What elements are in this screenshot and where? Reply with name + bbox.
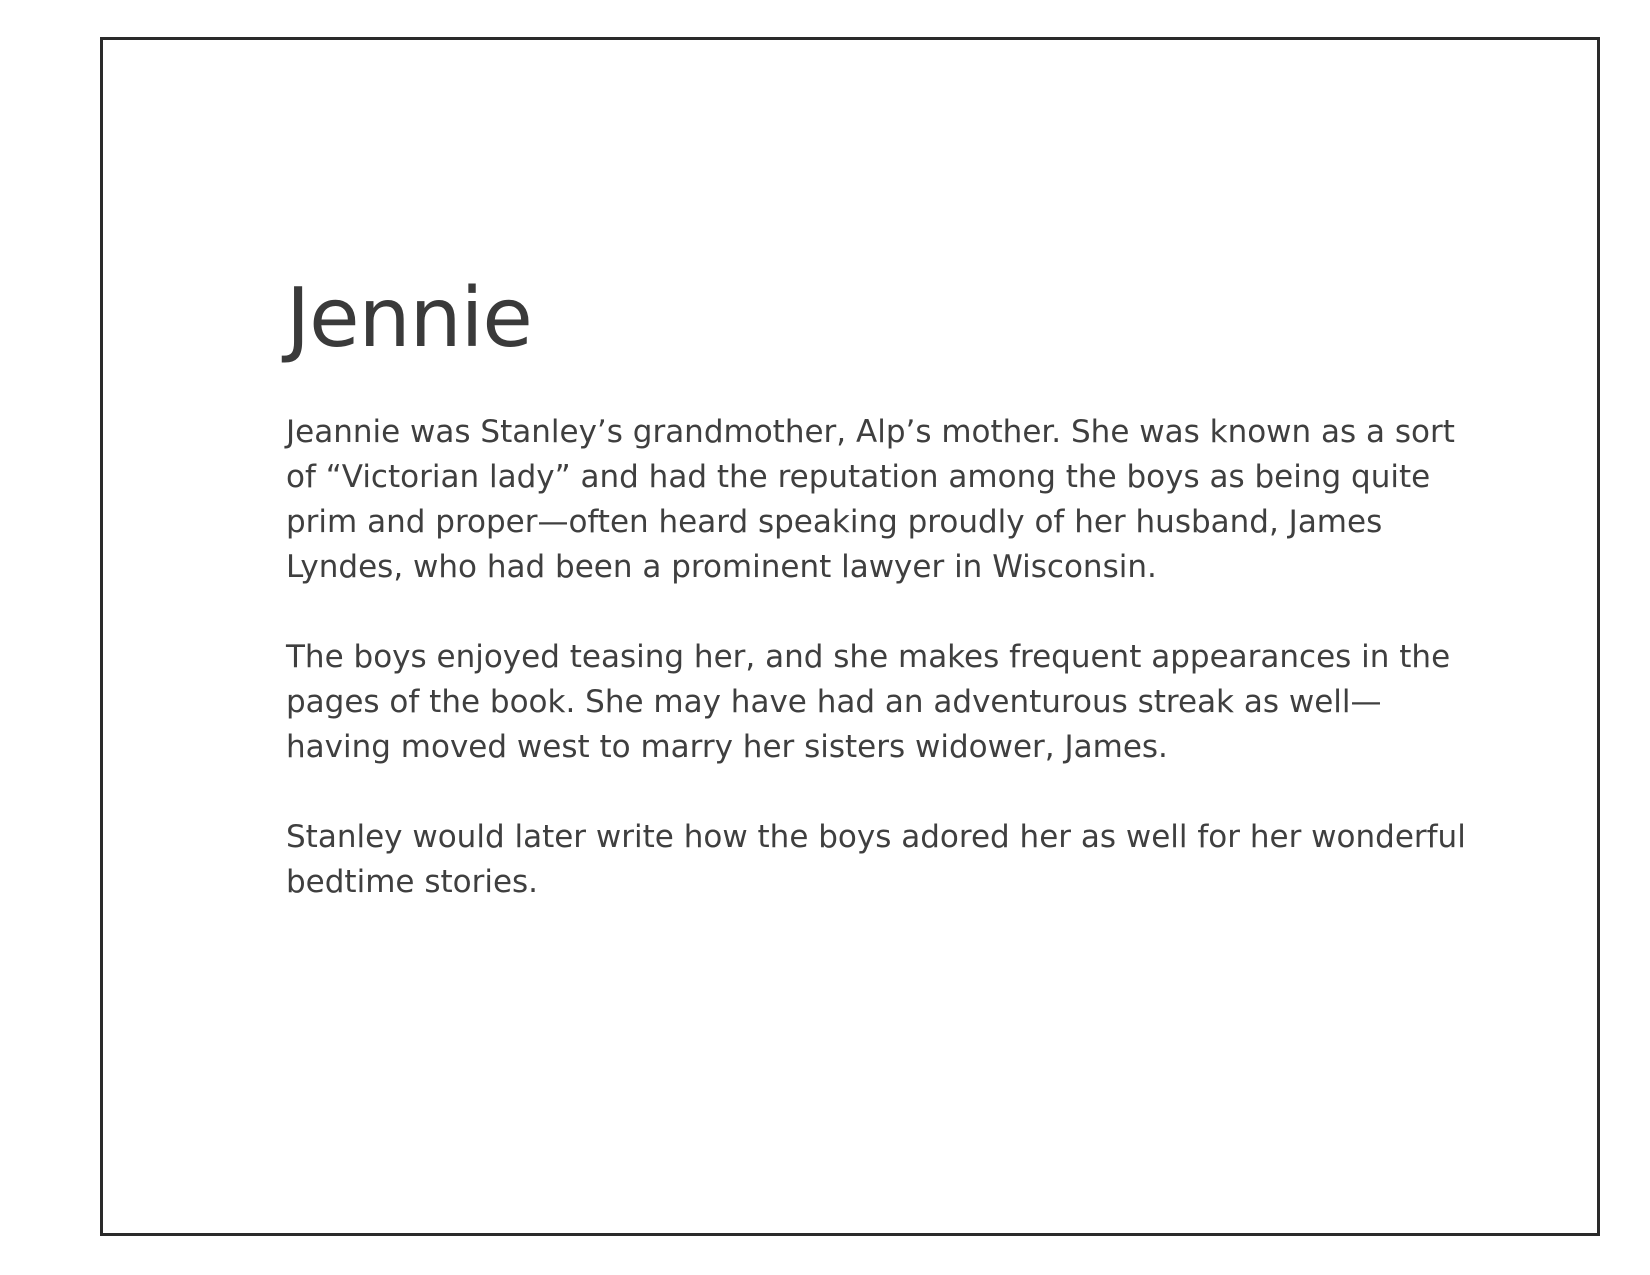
body-paragraph-3: Stanley would later write how the boys adored her as well for her wonderful bedtime stories. [286, 819, 1466, 901]
page-title: Jennie [286, 271, 532, 366]
body-paragraph-2: The boys enjoyed teasing her, and she makes frequent appearances in the pages of the book. She may have had an adventurous streak as well—having moved west to marry her sisters widower, James. [286, 639, 1451, 766]
page-content [286, 271, 1476, 905]
body-paragraph-1: Jeannie was Stanley’s grandmother, Alp’s mother. She was known as a sort of “Victorian lady” and had the reputation among the boys as being quite prim and proper—often heard speaking proudly of her husband, James Lyndes, who had been a prominent lawyer in Wisconsin. [286, 414, 1455, 586]
